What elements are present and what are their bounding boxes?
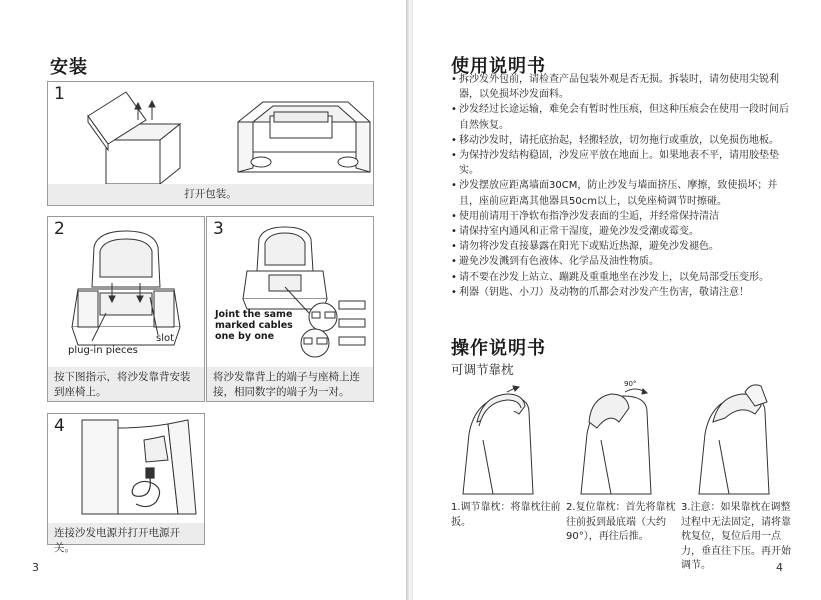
joint-cables-label: Joint the same marked cables one by one [215, 309, 293, 342]
plug-in-label: plug-in pieces [68, 345, 138, 356]
page-number: 4 [776, 561, 783, 574]
step-caption: 按下图指示，将沙发靠背安装到座椅上。 [48, 367, 204, 401]
list-item: • 请不要在沙发上站立、蹦跳及重重地坐在沙发上，以免局部受压变形。 [451, 270, 791, 285]
install-title: 安装 [50, 57, 88, 78]
step-caption: 打开包装。 [48, 184, 373, 205]
list-item: • 沙发经过长途运输，难免会有暂时性压痕，但这种压痕会在使用一段时间后自然恢复。 [451, 102, 791, 132]
list-item: • 避免沙发溅到有色液体、化学品及油性物质。 [451, 254, 791, 269]
operation-title: 操作说明书 [451, 338, 546, 359]
headrest-step-3: 3.注意：如果靠枕在调整过程中无法固定，请将靠枕复位，复位后用一点力，垂直往下压。再开始调节。 [681, 502, 791, 571]
list-item: • 为保持沙发结构稳固，沙发应平放在地面上。如果地表不平，请用胶垫垫实。 [451, 148, 791, 178]
list-item: • 请勿将沙发直接暴露在阳光下或贴近热源，避免沙发褪色。 [451, 239, 791, 254]
step-box-2 [47, 216, 205, 402]
list-item: • 利器（钥匙、小刀）及动物的爪都会对沙发产生伤害，敬请注意！ [451, 285, 791, 300]
headrest-step-2: 2.复位靠枕：首先将靠枕往前扳到最底端（大约90°），再往后推。 [566, 502, 676, 542]
step-caption: 将沙发靠背上的端子与座椅上连接，相同数字的端子为一对。 [207, 367, 373, 401]
right-page [413, 0, 821, 600]
slot-label: slot [156, 333, 175, 344]
manual-title: 使用说明书 [451, 56, 546, 77]
step-box-1 [47, 81, 374, 206]
list-item: • 沙发摆放应距离墙面30CM，防止沙发与墙面挤压、摩擦，致使损坏；并且，座前应距离其他器具50cm以上，以免座椅调节时擦碰。 [451, 178, 791, 208]
step-caption: 连接沙发电源并打开电源开关。 [48, 523, 204, 544]
instruction-list [451, 72, 791, 300]
list-item: • 请保持室内通风和正常干湿度，避免沙发受潮或霉变。 [451, 224, 791, 239]
left-page [0, 0, 408, 600]
connect-cables-illustration [207, 217, 373, 367]
page-number: 3 [32, 561, 39, 574]
headrest-illustrations [449, 382, 809, 497]
step-number: 2 [54, 219, 65, 239]
step-box-4 [47, 413, 205, 554]
angle-label: 90° [624, 380, 637, 388]
list-item: • 拆沙发外包前，请检查产品包装外观是否无损。拆装时，请勿使用尖锐利器，以免损坏沙发面料。 [451, 72, 791, 102]
list-item: • 移动沙发时，请托底抬起，轻搬轻放，切勿拖行或重放，以免损伤地板。 [451, 133, 791, 148]
step-number: 1 [54, 84, 65, 104]
unboxing-illustration [48, 82, 373, 185]
headrest-step-1: 1.调节靠枕：将靠枕往前扳。 [451, 502, 561, 528]
power-connection-illustration [48, 414, 204, 522]
step-number: 3 [213, 219, 224, 239]
adjustable-headrest-subtitle: 可调节靠枕 [451, 362, 514, 377]
list-item: • 使用前请用干净软布指净沙发表面的尘逅，并经常保持清洁 [451, 209, 791, 224]
step-number: 4 [54, 416, 65, 436]
step-box-3 [206, 216, 374, 402]
